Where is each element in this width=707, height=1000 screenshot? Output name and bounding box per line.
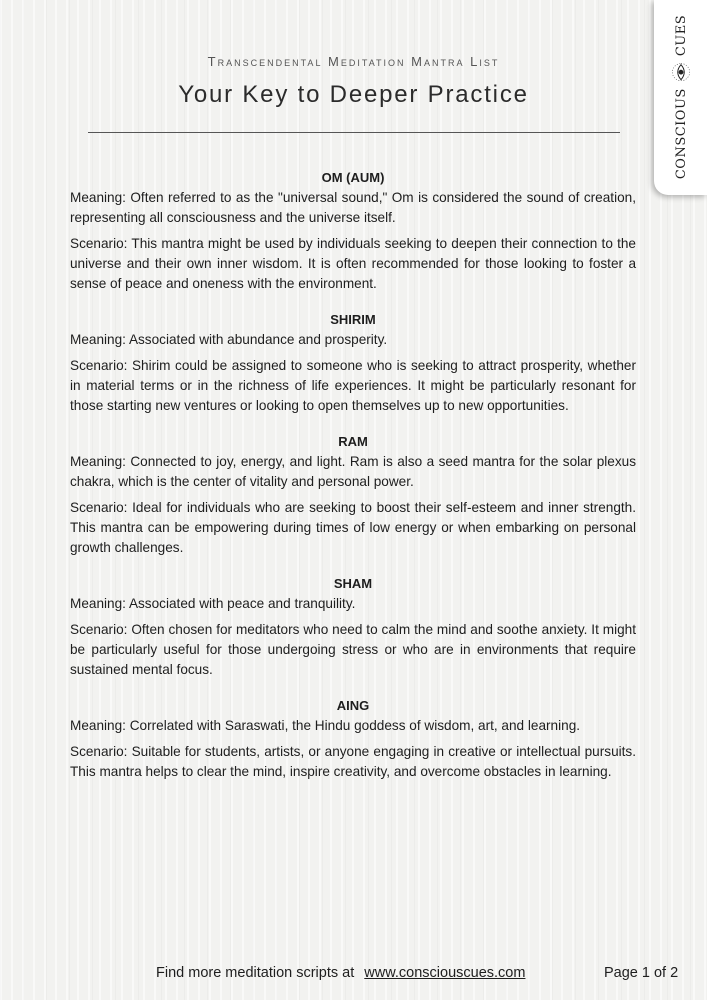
footer-text: Find more meditation scripts at — [156, 965, 355, 981]
website-link[interactable]: www.consciouscues.com — [364, 965, 526, 981]
page-number: Page 1 of 2 — [604, 965, 679, 981]
document-title: Your Key to Deeper Practice — [178, 81, 529, 108]
brand-word-left: CONSCIOUS — [673, 88, 688, 180]
mantra-ram — [70, 432, 636, 558]
brand-word-right: CUES — [673, 14, 688, 57]
document-header — [0, 54, 707, 109]
mantra-name: OM (AUM) — [321, 170, 385, 185]
mantra-meaning: Meaning: Often referred to as the "universal sound," Om is considered the sound of creation, representing all consciousness and the universe itself. — [70, 190, 636, 225]
mantra-shirim — [70, 310, 636, 416]
mantra-om — [70, 168, 636, 294]
mantra-name: SHIRIM — [330, 312, 376, 327]
mantra-scenario: Scenario: Ideal for individuals who are seeking to boost their self-esteem and inner strength. This mantra can be empowering during times of low energy or when embarking on personal growth challenges. — [70, 500, 636, 555]
mantra-scenario: Scenario: Often chosen for meditators who need to calm the mind and soothe anxiety. It might be particularly useful for those undergoing stress or who are in environments that require sustained mental focus. — [70, 622, 636, 677]
mantra-aing — [70, 696, 636, 782]
mantra-sham — [70, 574, 636, 680]
mantra-meaning: Meaning: Associated with peace and tranquility. — [70, 596, 356, 611]
mantra-meaning: Meaning: Connected to joy, energy, and light. Ram is also a seed mantra for the solar plexus chakra, which is the center of vitality and personal power. — [70, 454, 636, 489]
mantra-list — [70, 168, 636, 798]
mantra-scenario: Scenario: Shirim could be assigned to someone who is seeking to attract prosperity, whether in material terms or in the richness of life experiences. It might be particularly resonant for those starting new ventures or looking to open themselves up to new opportunities. — [70, 358, 636, 413]
mantra-name: AING — [336, 698, 370, 713]
document-subtitle: Transcendental Meditation Mantra List — [207, 54, 500, 69]
mantra-name: SHAM — [333, 576, 373, 591]
header-divider — [88, 132, 620, 133]
mantra-name: RAM — [338, 434, 368, 449]
mantra-scenario: Scenario: This mantra might be used by individuals seeking to deepen their connection to the universe and their own inner wisdom. It is often recommended for those looking to foster a sense of peace and oneness with the environment. — [70, 236, 636, 291]
mantra-meaning: Meaning: Associated with abundance and prosperity. — [70, 332, 388, 347]
mantra-meaning: Meaning: Correlated with Saraswati, the Hindu goddess of wisdom, art, and learning. — [70, 718, 581, 733]
mantra-scenario: Scenario: Suitable for students, artists, or anyone engaging in creative or intellectual pursuits. This mantra helps to clear the mind, inspire creativity, and overcome obstacles in learning. — [70, 744, 636, 779]
footer-text-group — [156, 965, 525, 981]
